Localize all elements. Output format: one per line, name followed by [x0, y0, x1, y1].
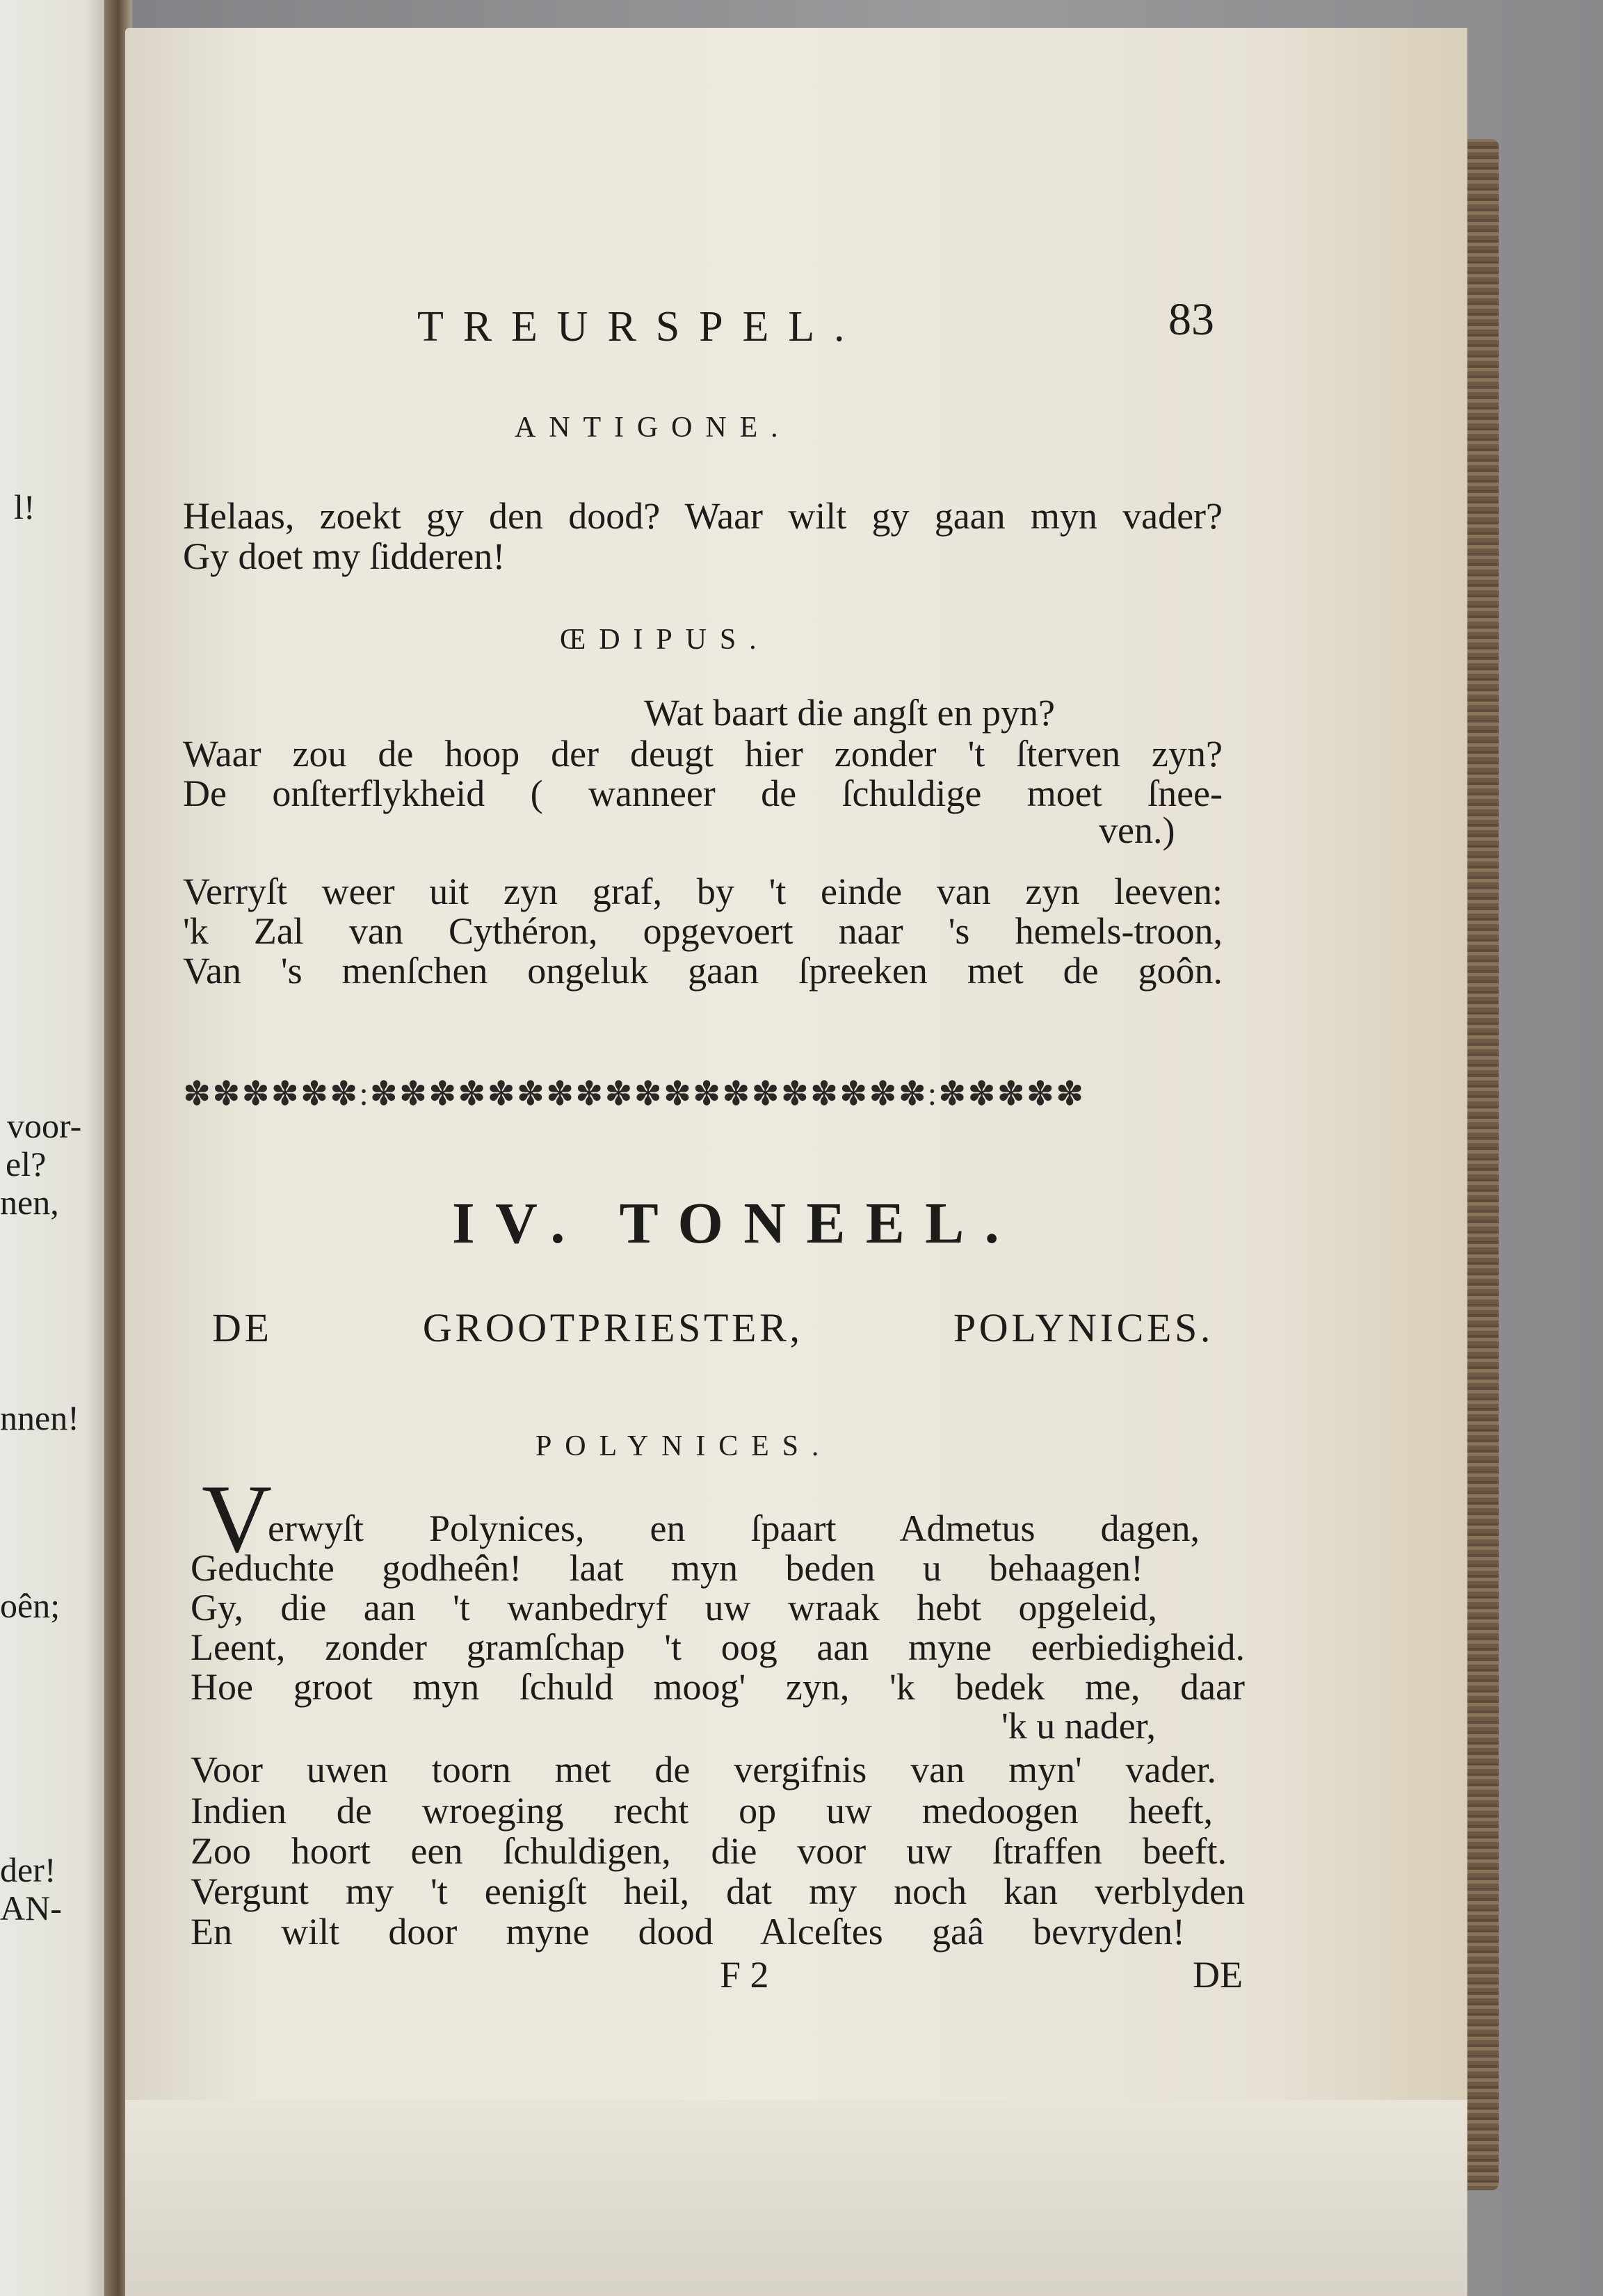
verse-line: En wilt door myne dood Alceſtes gaâ bevryden! — [191, 1911, 1185, 1953]
verse-line: Indien de wroeging recht op uw medoogen heeft, — [191, 1790, 1213, 1832]
left-fragment: el? — [6, 1145, 47, 1183]
scene-characters: DE GROOTPRIESTER, POLYNICES. — [212, 1305, 1214, 1350]
verse-line: 'k Zal van Cythéron, opgevoert naar 's hemels-troon, — [183, 910, 1223, 952]
left-fragment: voor- — [7, 1106, 82, 1145]
ornament-divider: ✽✽✽✽✽✽:✽✽✽✽✽✽✽✽✽✽✽✽✽✽✽✽✽✽✽:✽✽✽✽✽ — [183, 1076, 1086, 1113]
running-head-title: TREURSPEL. — [417, 303, 864, 350]
left-fragment: l! — [14, 487, 35, 526]
verse-line: Vergunt my 't eenigſt heil, dat my noch kan verblyden — [191, 1870, 1245, 1912]
right-page — [125, 28, 1467, 2296]
verse-line: Geduchte godheên! laat myn beden u behaagen! — [191, 1547, 1143, 1589]
verse-line: Gy doet my ſidderen! — [183, 535, 506, 577]
verse-line: Van 's menſchen ongeluk gaan ſpreeken met de goôn. — [183, 950, 1223, 992]
left-fragment: der! — [0, 1850, 56, 1889]
speaker-polynices: POLYNICES. — [535, 1430, 832, 1462]
speaker-oedipus: ŒDIPUS. — [560, 624, 770, 656]
verse-line: Hoe groot myn ſchuld moog' zyn, 'k bedek me, daar — [191, 1666, 1245, 1708]
verse-line: 'k u nader, — [1001, 1705, 1156, 1747]
left-fragment: AN- — [0, 1889, 62, 1927]
left-fragment: nnen! — [0, 1398, 79, 1437]
left-fragment: nen, — [0, 1183, 59, 1222]
verse-line: Voor uwen toorn met de vergifnis van myn' vader. — [191, 1749, 1216, 1790]
verse-line: Waar zou de hoop der deugt hier zonder 't ſterven zyn? — [183, 733, 1223, 775]
verse-line: Gy, die aan 't wanbedryf uw wraak hebt opgeleid, — [191, 1587, 1157, 1628]
verse-line: erwyſt Polynices, en ſpaart Admetus dagen, — [268, 1507, 1200, 1549]
signature-mark: F 2 — [720, 1954, 769, 1996]
verse-line: ven.) — [1099, 809, 1175, 851]
catchword: DE — [1193, 1954, 1243, 1996]
left-fragment: oên; — [0, 1586, 61, 1625]
page-number: 83 — [1168, 294, 1214, 345]
verse-line: Leent, zonder gramſchap 't oog aan myne eerbiedigheid. — [191, 1626, 1245, 1668]
drop-cap: V — [202, 1465, 273, 1573]
page-bottom — [125, 2100, 1467, 2296]
verse-line: Zoo hoort een ſchuldigen, die voor uw ſtraffen beeft. — [191, 1830, 1227, 1872]
verse-line: Verryſt weer uit zyn graf, by 't einde van zyn leeven: — [183, 871, 1223, 912]
speaker-antigone: ANTIGONE. — [515, 412, 791, 444]
left-page — [0, 0, 122, 2296]
verse-line: De onſterflykheid ( wanneer de ſchuldige moet ſnee- — [183, 773, 1223, 814]
verse-line: Helaas, zoekt gy den dood? Waar wilt gy gaan myn vader? — [183, 495, 1223, 537]
scene-heading: IV. TONEEL. — [452, 1191, 1020, 1256]
verse-line: Wat baart die angſt en pyn? — [644, 692, 1055, 734]
